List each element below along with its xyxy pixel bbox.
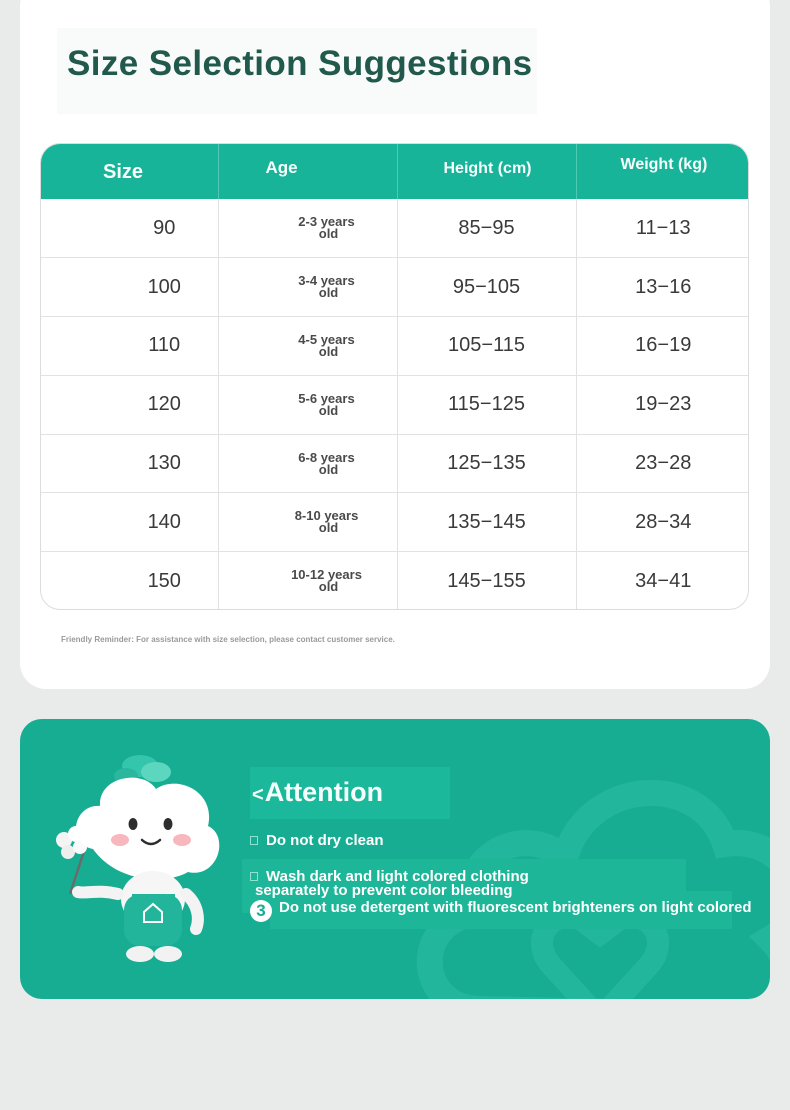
care-note-text: Wash dark and light colored clothing: [266, 868, 529, 885]
height-cell: 135−145: [397, 493, 576, 552]
weight-cell: 19−23: [576, 375, 749, 434]
age-line2: old: [318, 579, 339, 595]
checkbox-icon: [250, 836, 258, 845]
weight-cell: 34−41: [635, 569, 692, 592]
weight-cell: 13−16: [576, 258, 749, 317]
weight-cell: 16−19: [576, 317, 749, 376]
attention-title: [252, 777, 383, 808]
table-header-row: [41, 144, 749, 199]
age-line2: old: [318, 343, 339, 359]
care-note-text: Do not use detergent with fluorescent brighteners on light colored: [279, 899, 752, 916]
age-line1: 6-8 years: [298, 449, 355, 465]
height-cell: 125−135: [397, 434, 576, 493]
table-row: [41, 434, 749, 493]
table-row: [41, 552, 749, 610]
age-line1: 4-5 years: [298, 331, 355, 347]
friendly-reminder: Friendly Reminder: For assistance with size selection, please contact customer service.: [61, 635, 395, 644]
age-line2: old: [318, 402, 339, 418]
age-line2: old: [318, 461, 339, 477]
header-size: [41, 144, 218, 199]
care-note-3: [250, 900, 752, 922]
age-line1: 5-6 years: [298, 390, 355, 406]
mascot-cloud-icon: [48, 744, 228, 969]
table-row: [41, 199, 749, 258]
height-cell: 85−95: [397, 199, 576, 258]
age-line1: 2-3 years: [298, 214, 355, 230]
age-line2: old: [318, 226, 339, 242]
age-cell: [218, 375, 397, 434]
size-cell: 100: [41, 258, 218, 317]
header-height: [397, 144, 576, 199]
header-size-label: Size: [103, 161, 144, 183]
table-row: [41, 258, 749, 317]
header-age-label: Age: [265, 158, 298, 177]
height-cell: 115−125: [397, 375, 576, 434]
weight-cell: 23−28: [576, 434, 749, 493]
header-weight-label: Weight (kg): [620, 156, 708, 173]
age-line1: 8-10 years: [294, 508, 359, 524]
arrow-left-icon: <: [252, 784, 264, 806]
age-cell: [218, 493, 397, 552]
attention-title-text: Attention: [264, 777, 384, 807]
height-cell: 145−155: [397, 552, 576, 610]
size-table-grid: [41, 144, 749, 610]
age-cell: [218, 552, 397, 610]
age-line1: 10-12 years: [291, 567, 362, 583]
age-cell: [218, 258, 397, 317]
care-note-text: Do not dry clean: [266, 832, 384, 849]
size-table: [40, 143, 749, 610]
age-line2: old: [318, 520, 339, 536]
table-row: [41, 317, 749, 376]
age-line2: old: [318, 285, 339, 301]
header-age: [218, 144, 397, 199]
height-cell: 105−115: [397, 317, 576, 376]
size-cell: 120: [41, 375, 218, 434]
number-badge-icon: 3: [250, 900, 272, 922]
care-note-text-line2: separately to prevent color bleeding: [255, 882, 513, 899]
size-cell: 110: [41, 317, 218, 376]
weight-cell: 28−34: [576, 493, 749, 552]
age-cell: [218, 199, 397, 258]
table-row: [41, 375, 749, 434]
attention-card: [20, 719, 770, 999]
size-cell: 90: [41, 199, 218, 258]
age-cell: [218, 317, 397, 376]
height-cell: 95−105: [397, 258, 576, 317]
care-note-2: [250, 870, 529, 898]
age-cell: [218, 434, 397, 493]
size-cell: 150: [41, 552, 218, 610]
page-title: Size Selection Suggestions: [67, 44, 533, 83]
weight-cell: 11−13: [576, 199, 749, 258]
header-height-label: Height (cm): [443, 160, 532, 177]
header-weight: [576, 144, 749, 199]
table-row: [41, 493, 749, 552]
age-line1: 3-4 years: [298, 273, 355, 289]
care-note-1: [250, 834, 384, 848]
size-cell: 130: [41, 434, 218, 493]
checkbox-icon: [250, 872, 258, 881]
size-cell: 140: [41, 493, 218, 552]
